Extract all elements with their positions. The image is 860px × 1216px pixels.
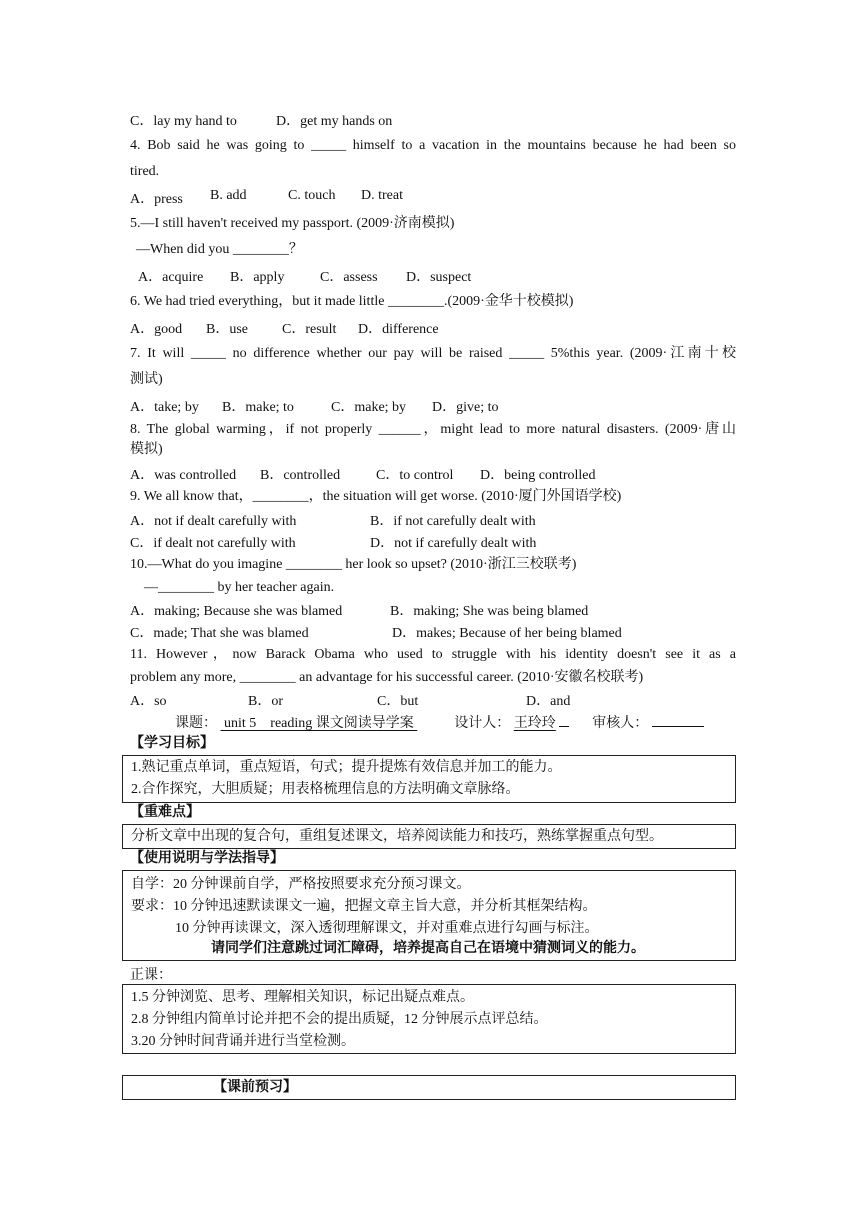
q9-stem: 9. We all know that，________，the situation will get worse. (2010·厦门外国语学校) — [130, 489, 622, 504]
q4-option-a: A．press — [130, 192, 183, 207]
q10-option-d: D．makes; Because of her being blamed — [392, 626, 622, 641]
q6-option-a: A．good — [130, 322, 183, 337]
q6-option-c: C．result — [282, 322, 337, 337]
q6-stem: 6. We had tried everything，but it made little ________.(2009·金华十校模拟) — [130, 294, 574, 309]
usage-reread: 10 分钟再读课文，深入透彻理解课文，并对重难点进行勾画与标注。 — [175, 921, 599, 936]
q8-option-d: D．being controlled — [480, 468, 596, 483]
q4-stem: 4. Bob said he was going to _____ himself to a vacation in the mountains because he had been so — [130, 138, 736, 153]
q4-option-d: D. treat — [361, 188, 403, 203]
topic-label: 课题： — [175, 716, 217, 731]
keypoints-box — [122, 824, 736, 849]
q10-option-b: B．making; She was being blamed — [390, 604, 589, 619]
q8-option-c: C．to control — [376, 468, 454, 483]
q8-option-b: B．controlled — [260, 468, 341, 483]
worksheet-header — [175, 712, 704, 732]
q3-option-d: D．get my hands on — [276, 114, 393, 129]
q8-stem: 8. The global warming，if not properly ______，might lead to more natural disasters. (2009·唐山 — [130, 422, 736, 437]
q4-stem-cont: tired. — [130, 164, 160, 179]
topic-value: unit 5 reading 课文阅读导学案 — [220, 716, 418, 731]
class-item-2: 2.8 分钟组内简单讨论并把不会的提出质疑，12 分钟展示点评总结。 — [131, 1012, 548, 1027]
q7-option-a: A．take; by — [130, 400, 199, 415]
q11-option-c: C．but — [377, 694, 419, 709]
class-item-3: 3.20 分钟时间背诵并进行当堂检测。 — [131, 1034, 355, 1049]
goals-title: 【学习目标】 — [130, 736, 214, 751]
keypoints-text: 分析文章中出现的复合句，重组复述课文，培养阅读能力和技巧，熟练掌握重点句型。 — [131, 829, 663, 844]
preview-title: 【课前预习】 — [213, 1080, 297, 1095]
q4-option-b: B. add — [210, 188, 247, 203]
q3-option-c: C．lay my hand to — [130, 114, 237, 129]
q5-option-b: B．apply — [230, 270, 285, 285]
q5-option-c: C．assess — [320, 270, 378, 285]
keypoints-title: 【重难点】 — [130, 805, 200, 820]
usage-box — [122, 870, 736, 961]
q7-stem: 7. It will _____ no difference whether our pay will be raised _____ 5%this year. (2009·江南十校 — [130, 346, 736, 361]
q11-option-b: B．or — [248, 694, 283, 709]
goal-2: 2.合作探究，大胆质疑；用表格梳理信息的方法明确文章脉络。 — [131, 782, 520, 797]
preview-box — [122, 1075, 736, 1100]
q6-option-d: D．difference — [358, 322, 439, 337]
goal-1: 1.熟记重点单词，重点短语，句式；提升提炼有效信息并加工的能力。 — [131, 760, 562, 775]
reviewer-blank — [652, 712, 704, 727]
usage-self-study: 自学：20 分钟课前自学，严格按照要求充分预习课文。 — [131, 877, 471, 892]
q7-option-c: C．make; by — [331, 400, 407, 415]
q5-option-d: D．suspect — [406, 270, 472, 285]
usage-requirement: 要求：10 分钟迅速默读课文一遍，把握文章主旨大意，并分析其框架结构。 — [131, 899, 597, 914]
q9-option-d: D．not if carefully dealt with — [370, 536, 537, 551]
q11-option-a: A．so — [130, 694, 167, 709]
q8-stem-cont: 模拟) — [130, 442, 163, 457]
q10-option-a: A．making; Because she was blamed — [130, 604, 343, 619]
reviewer-label: 审核人： — [592, 716, 649, 731]
q4-option-c: C. touch — [288, 188, 336, 203]
q7-option-b: B．make; to — [222, 400, 294, 415]
q9-option-a: A．not if dealt carefully with — [130, 514, 297, 529]
usage-note: 请同学们注意跳过词汇障碍，培养提高自己在语境中猜测词义的能力。 — [211, 941, 645, 956]
q10-stem-cont: —________ by her teacher again. — [144, 580, 335, 595]
q10-option-c: C．made; That she was blamed — [130, 626, 309, 641]
q11-option-d: D．and — [526, 694, 571, 709]
goals-box — [122, 755, 736, 803]
q5-stem: 5.—I still haven't received my passport. (2009·济南模拟) — [130, 216, 455, 231]
q5-stem-cont: —When did you ________？ — [136, 242, 303, 257]
q9-option-b: B．if not carefully dealt with — [370, 514, 536, 529]
designer-label: 设计人： — [454, 716, 511, 731]
q5-option-a: A．acquire — [138, 270, 204, 285]
q11-stem: 11. However，now Barack Obama who used to struggle with his identity doesn't see it as a — [130, 647, 736, 662]
designer-value: 王玲玲 — [513, 716, 556, 731]
q11-stem-cont: problem any more, ________ an advantage for his successful career. (2010·安徽名校联考) — [130, 670, 644, 685]
class-title: 正课： — [130, 968, 172, 983]
q7-stem-cont: 测试) — [130, 372, 163, 387]
q10-stem: 10.—What do you imagine ________ her look so upset? (2010·浙江三校联考) — [130, 557, 577, 572]
class-item-1: 1.5 分钟浏览、思考、理解相关知识，标记出疑点难点。 — [131, 990, 474, 1005]
q6-option-b: B．use — [206, 322, 248, 337]
q9-option-c: C．if dealt not carefully with — [130, 536, 296, 551]
q7-option-d: D．give; to — [432, 400, 499, 415]
q8-option-a: A．was controlled — [130, 468, 237, 483]
designer-underline — [559, 712, 569, 727]
usage-title: 【使用说明与学法指导】 — [130, 851, 284, 866]
class-box — [122, 984, 736, 1054]
